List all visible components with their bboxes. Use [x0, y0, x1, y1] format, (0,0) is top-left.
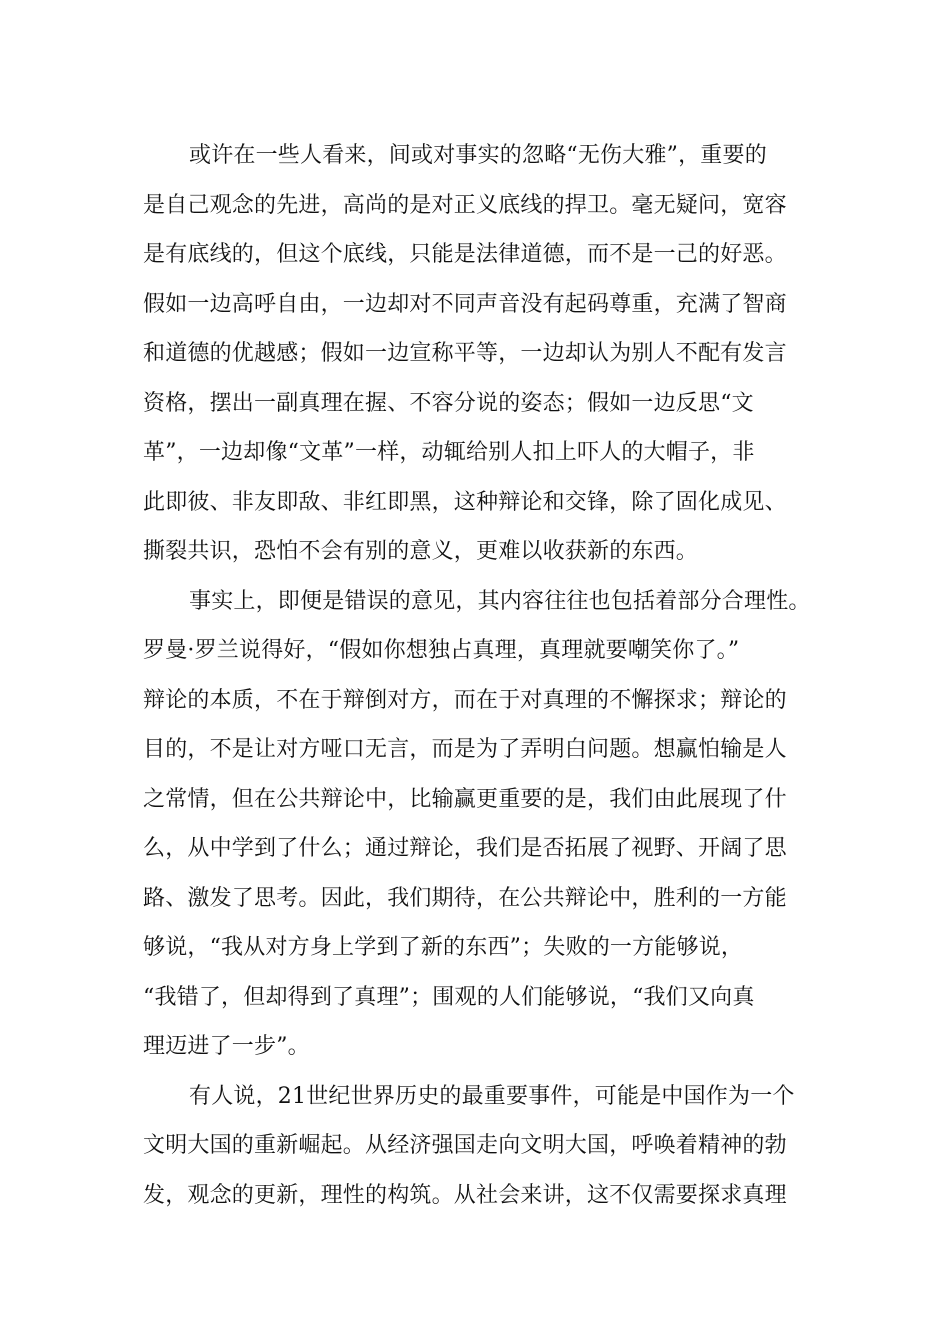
- text-line: 革”，一边却像“文革”一样，动辄给别人扣上吓人的大帽子，非: [143, 440, 755, 465]
- text-line: 有人说，21世纪世界历史的最重要事件，可能是中国作为一个: [189, 1083, 795, 1109]
- text-line: 资格，摆出一副真理在握、不容分说的姿态；假如一边反思“文: [143, 390, 754, 416]
- text-line: 和道德的优越感；假如一边宣称平等，一边却认为别人不配有发言: [143, 341, 787, 366]
- text-line: 路、激发了思考。因此，我们期待，在公共辩论中，胜利的一方能: [143, 885, 787, 911]
- text-line: 发，观念的更新，理性的构筑。从社会来讲，这不仅需要探求真理: [143, 1182, 787, 1208]
- text-line: 文明大国的重新崛起。从经济强国走向文明大国，呼唤着精神的勃: [143, 1133, 787, 1158]
- text-line: 假如一边高呼自由，一边却对不同声音没有起码尊重，充满了智商: [143, 291, 787, 317]
- text-line: 或许在一些人看来，间或对事实的忽略“无伤大雅”，重要的: [189, 143, 767, 168]
- text-line: “我错了，但却得到了真理”；围观的人们能够说，“我们又向真: [143, 984, 755, 1010]
- text-line: 此即彼、非友即敌、非红即黑，这种辩论和交锋，除了固化成见、: [143, 489, 787, 515]
- text-line: 够说，“我从对方身上学到了新的东西”；失败的一方能够说，: [143, 935, 744, 960]
- document-body: [143, 131, 813, 1220]
- text-line: 么，从中学到了什么；通过辩论，我们是否拓展了视野、开阔了思: [143, 836, 787, 861]
- text-line: 之常情，但在公共辩论中，比输赢更重要的是，我们由此展现了什: [143, 786, 787, 812]
- text-line: 辩论的本质，不在于辩倒对方，而在于对真理的不懈探求；辩论的: [143, 687, 787, 713]
- paragraph-2: [143, 577, 813, 1072]
- text-line: 撕裂共识，恐怕不会有别的意义，更难以收获新的东西。: [143, 539, 699, 564]
- paragraph-1: [143, 131, 813, 577]
- paragraph-3: [143, 1072, 813, 1221]
- text-line: 是有底线的，但这个底线，只能是法律道德，而不是一己的好恶。: [143, 242, 787, 267]
- text-line: 事实上，即便是错误的意见，其内容往往也包括着部分合理性。: [189, 588, 811, 614]
- text-line: 罗曼·罗兰说得好，“假如你想独占真理，真理就要嘲笑你了。”: [143, 638, 740, 663]
- text-line: 理迈进了一步”。: [143, 1034, 310, 1059]
- text-line: 目的，不是让对方哑口无言，而是为了弄明白问题。想赢怕输是人: [143, 737, 787, 762]
- text-line: 是自己观念的先进，高尚的是对正义底线的捍卫。毫无疑问，宽容: [143, 192, 787, 218]
